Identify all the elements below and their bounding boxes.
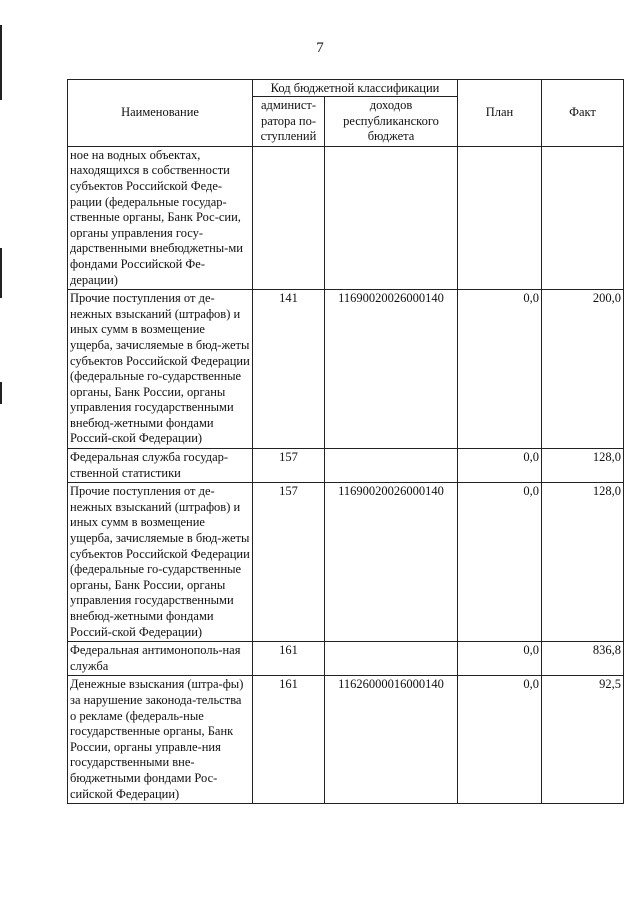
table-row	[68, 642, 624, 676]
cell-fact: 128,0	[542, 483, 624, 642]
cell-fact	[542, 146, 624, 289]
cell-name: Федеральная антимонополь-ная служба	[68, 642, 253, 676]
page-number: 7	[316, 40, 324, 56]
scan-edge-mark	[0, 25, 2, 100]
cell-plan: 0,0	[458, 290, 542, 449]
cell-fact: 836,8	[542, 642, 624, 676]
cell-plan: 0,0	[458, 642, 542, 676]
cell-administrator-code: 161	[253, 642, 325, 676]
header-budget-code-group: Код бюджетной классификации	[253, 80, 458, 97]
table-row	[68, 146, 624, 289]
cell-name: ное на водных объектах, находящихся в собственности субъектов Российской Феде-рации (федеральные государ-ственные органы, Банк Рос-сии, органы управления госу-дарственными внебюджетны-ми фондами Российской Фе-дерации)	[68, 146, 253, 289]
cell-fact: 200,0	[542, 290, 624, 449]
cell-name: Прочие поступления от де-нежных взысканий (штрафов) и иных сумм в возмещение ущерба, зачисляемые в бюд-жеты субъектов Российской Федерации (федеральные го-сударственные органы, Банк России, органы управления государственными внебюд-жетными фондами Россий-ской Федерации)	[68, 483, 253, 642]
header-administrator: админист-ратора по-ступлений	[253, 97, 325, 147]
header-revenue: доходов республиканского бюджета	[325, 97, 458, 147]
cell-revenue-code	[325, 146, 458, 289]
table-row	[68, 676, 624, 804]
cell-fact: 92,5	[542, 676, 624, 804]
cell-revenue-code: 11626000016000140	[325, 676, 458, 804]
cell-administrator-code: 157	[253, 449, 325, 483]
cell-revenue-code: 11690020026000140	[325, 483, 458, 642]
cell-fact: 128,0	[542, 449, 624, 483]
cell-name: Денежные взыскания (штра-фы) за нарушение законода-тельства о рекламе (федераль-ные государственные органы, Банк России, органы управле-ния государственными вне-бюджетными фондами Рос-сийской Федерации)	[68, 676, 253, 804]
cell-revenue-code	[325, 449, 458, 483]
cell-plan: 0,0	[458, 483, 542, 642]
cell-name: Прочие поступления от де-нежных взысканий (штрафов) и иных сумм в возмещение ущерба, зачисляемые в бюд-жеты субъектов Российской Федерации (федеральные го-сударственные органы, Банк России, органы управления государственными внебюд-жетными фондами Россий-ской Федерации)	[68, 290, 253, 449]
cell-plan	[458, 146, 542, 289]
cell-revenue-code	[325, 642, 458, 676]
scan-edge-mark	[0, 248, 2, 298]
header-plan: План	[458, 80, 542, 147]
table-row	[68, 290, 624, 449]
table-row	[68, 483, 624, 642]
cell-plan: 0,0	[458, 449, 542, 483]
header-name: Наименование	[68, 80, 253, 147]
table-row	[68, 449, 624, 483]
cell-administrator-code: 161	[253, 676, 325, 804]
cell-administrator-code: 141	[253, 290, 325, 449]
cell-name: Федеральная служба государ-ственной статистики	[68, 449, 253, 483]
header-fact: Факт	[542, 80, 624, 147]
cell-revenue-code: 11690020026000140	[325, 290, 458, 449]
budget-revenue-table	[67, 79, 624, 804]
table-body	[68, 146, 624, 803]
scan-edge-mark	[0, 382, 2, 404]
cell-administrator-code: 157	[253, 483, 325, 642]
cell-administrator-code	[253, 146, 325, 289]
cell-plan: 0,0	[458, 676, 542, 804]
